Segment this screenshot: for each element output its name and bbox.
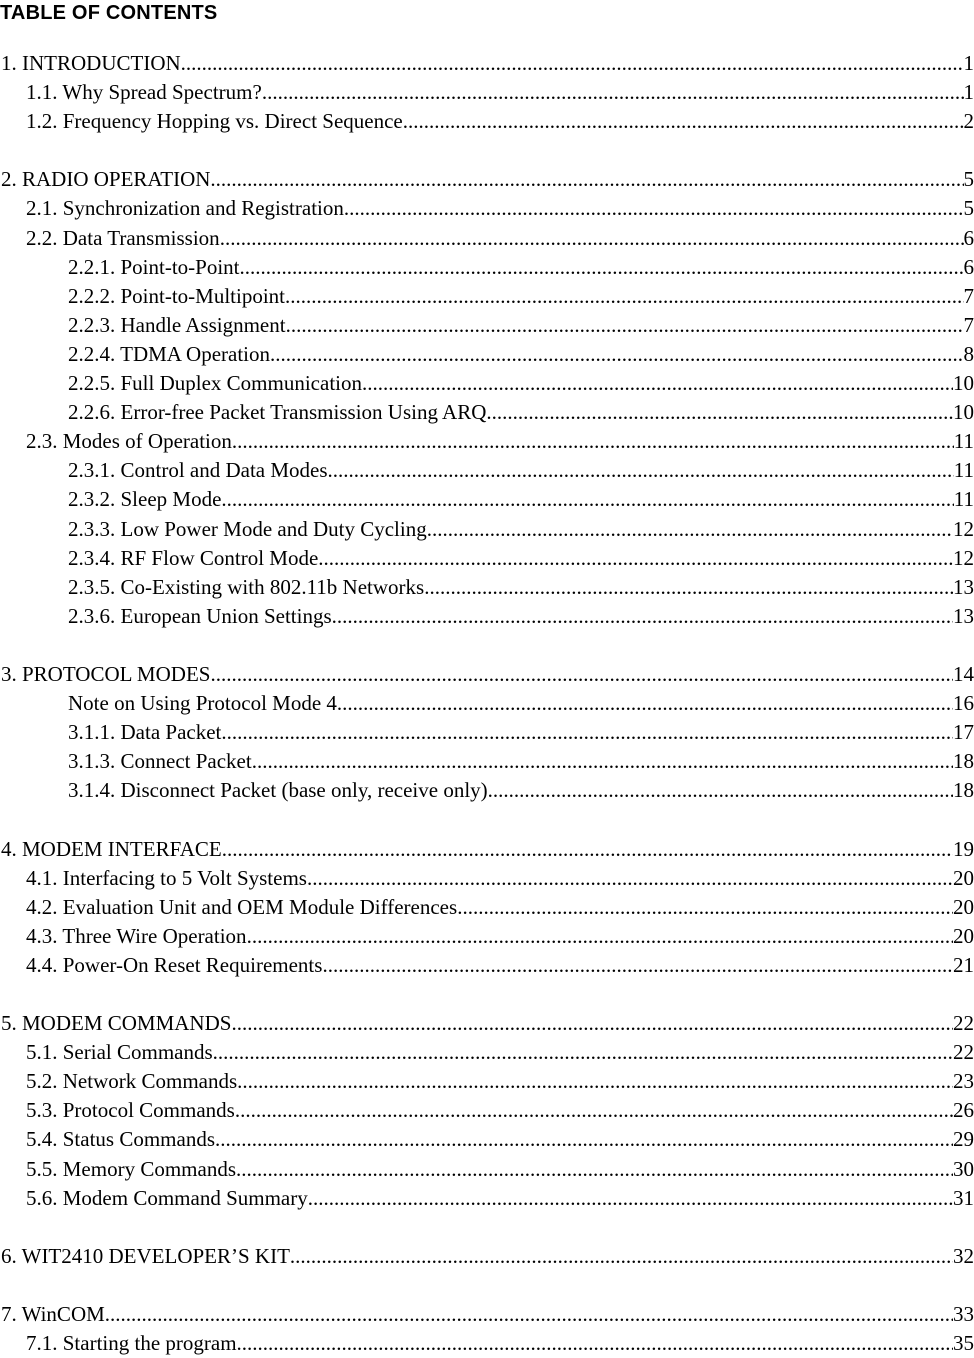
page-title: TABLE OF CONTENTS [0,0,217,26]
toc-entry[interactable] [0,1155,974,1184]
toc-entry[interactable] [0,107,974,136]
toc-entry[interactable] [0,1242,974,1271]
toc-entry-label: 2.1. Synchronization and Registration [26,194,344,223]
toc-entry[interactable] [0,1300,974,1329]
toc-entry-label: 2.3.1. Control and Data Modes [68,456,328,485]
toc-dot-leader [181,49,964,78]
toc-entry-page-number: 10 [953,398,974,427]
toc-entry-label: 2.2.1. Point-to-Point [68,253,240,282]
toc-entry-page-number: 18 [953,747,974,776]
toc-entry[interactable] [0,253,974,282]
toc-entry[interactable] [0,165,974,194]
toc-entry[interactable] [0,485,974,514]
toc-entry-label: 2.3.6. European Union Settings [68,602,332,631]
toc-entry-page-number: 32 [953,1242,974,1271]
toc-entry-page-number: 11 [954,485,974,514]
toc-entry-label: 2.2. Data Transmission [26,224,220,253]
toc-entry[interactable] [0,78,974,107]
toc-entry[interactable] [0,689,974,718]
toc-entry-page-number: 11 [954,427,974,456]
toc-dot-leader [328,456,954,485]
toc-dot-leader [262,78,964,107]
toc-entry-page-number: 7 [964,311,974,340]
toc-entry-label: 5.2. Network Commands [26,1067,237,1096]
toc-dot-leader [307,864,953,893]
toc-spacer [0,1213,974,1242]
toc-entry-label: 7. WinCOM [1,1300,105,1329]
toc-dot-leader [344,194,964,223]
toc-entry[interactable] [0,427,974,456]
toc-entry-label: 2.2.3. Handle Assignment [68,311,286,340]
toc-entry-label: 3.1.1. Data Packet [68,718,221,747]
toc-entry-page-number: 13 [953,602,974,631]
toc-entry-page-number: 5 [964,165,974,194]
toc-entry-page-number: 23 [953,1067,974,1096]
toc-entry-page-number: 31 [953,1184,974,1213]
toc-entry-page-number: 7 [964,282,974,311]
toc-dot-leader [252,747,953,776]
toc-entry[interactable] [0,864,974,893]
toc-entry[interactable] [0,1038,974,1067]
toc-entry-page-number: 6 [964,253,974,282]
toc-entry-page-number: 8 [964,340,974,369]
toc-entry[interactable] [0,544,974,573]
toc-entry[interactable] [0,1329,974,1358]
toc-dot-leader [240,253,964,282]
toc-entry-label: 2.3. Modes of Operation [26,427,232,456]
toc-dot-leader [222,835,953,864]
toc-entry-label: 4.3. Three Wire Operation [26,922,247,951]
toc-entry[interactable] [0,311,974,340]
toc-entry-label: 5.1. Serial Commands [26,1038,213,1067]
toc-entry-page-number: 12 [953,515,974,544]
toc-dot-leader [286,311,964,340]
toc-entry-page-number: 33 [953,1300,974,1329]
toc-spacer [0,1271,974,1300]
toc-entry-label: 2.2.4. TDMA Operation [68,340,270,369]
toc-entry-label: 2.2.5. Full Duplex Communication [68,369,362,398]
toc-entry-page-number: 20 [953,922,974,951]
toc-dot-leader [486,398,953,427]
toc-dot-leader [213,1038,953,1067]
toc-dot-leader [322,951,953,980]
toc-entry[interactable] [0,951,974,980]
toc-entry-page-number: 12 [953,544,974,573]
toc-entry-label: 2.3.3. Low Power Mode and Duty Cycling [68,515,427,544]
toc-dot-leader [210,660,953,689]
toc-entry-page-number: 19 [953,835,974,864]
toc-dot-leader [231,1009,953,1038]
toc-spacer [0,980,974,1009]
toc-dot-leader [221,485,953,514]
toc-entry-label: 1.2. Frequency Hopping vs. Direct Sequence [26,107,403,136]
toc-entry-label: 3. PROTOCOL MODES [1,660,210,689]
toc-entry[interactable] [0,660,974,689]
toc-spacer [0,136,974,165]
toc-dot-leader [105,1300,953,1329]
toc-entry-label: 5.5. Memory Commands [26,1155,236,1184]
toc-dot-leader [270,340,963,369]
toc-entry-label: 5.6. Modem Command Summary [26,1184,308,1213]
toc-entry-label: 3.1.3. Connect Packet [68,747,252,776]
toc-entry-label: 2. RADIO OPERATION [1,165,210,194]
toc-dot-leader [235,1096,953,1125]
toc-entry-page-number: 14 [953,660,974,689]
toc-entry[interactable] [0,456,974,485]
toc-dot-leader [220,224,964,253]
toc-dot-leader [236,1155,953,1184]
toc-entry-page-number: 2 [964,107,974,136]
toc-entry-page-number: 1 [964,49,974,78]
toc-entry-page-number: 35 [953,1329,974,1358]
toc-dot-leader [232,427,954,456]
toc-list [0,49,974,1358]
toc-entry-label: 4.4. Power-On Reset Requirements [26,951,322,980]
toc-entry-page-number: 29 [953,1125,974,1154]
toc-dot-leader [403,107,964,136]
toc-entry-label: 1.1. Why Spread Spectrum? [26,78,262,107]
toc-entry-page-number: 6 [964,224,974,253]
toc-entry-label: 7.1. Starting the program [26,1329,237,1358]
toc-entry[interactable] [0,1096,974,1125]
toc-dot-leader [215,1125,953,1154]
toc-entry-page-number: 22 [953,1009,974,1038]
toc-entry[interactable] [0,224,974,253]
toc-entry[interactable] [0,194,974,223]
toc-dot-leader [290,1242,953,1271]
toc-entry-label: 2.3.4. RF Flow Control Mode [68,544,318,573]
toc-dot-leader [488,776,953,805]
toc-entry-label: 4.2. Evaluation Unit and OEM Module Differences [26,893,457,922]
toc-dot-leader [362,369,953,398]
toc-entry[interactable] [0,398,974,427]
toc-entry-page-number: 5 [964,194,974,223]
toc-entry[interactable] [0,747,974,776]
toc-entry-page-number: 18 [953,776,974,805]
toc-entry[interactable] [0,1184,974,1213]
toc-entry-page-number: 21 [953,951,974,980]
toc-entry[interactable] [0,776,974,805]
toc-dot-leader [332,602,953,631]
toc-entry-page-number: 26 [953,1096,974,1125]
toc-entry[interactable] [0,835,974,864]
toc-dot-leader [424,573,953,602]
toc-dot-leader [210,165,963,194]
toc-entry-label: 1. INTRODUCTION [1,49,181,78]
toc-entry-page-number: 22 [953,1038,974,1067]
toc-entry-page-number: 20 [953,893,974,922]
toc-dot-leader [318,544,953,573]
toc-entry[interactable] [0,340,974,369]
toc-entry-page-number: 11 [954,456,974,485]
toc-entry-page-number: 1 [964,78,974,107]
toc-dot-leader [247,922,953,951]
toc-dot-leader [285,282,963,311]
toc-entry[interactable] [0,718,974,747]
toc-entry-label: 5. MODEM COMMANDS [1,1009,231,1038]
toc-entry-label: 4.1. Interfacing to 5 Volt Systems [26,864,307,893]
toc-dot-leader [237,1329,953,1358]
toc-dot-leader [308,1184,953,1213]
toc-spacer [0,631,974,660]
toc-entry[interactable] [0,922,974,951]
toc-entry[interactable] [0,1067,974,1096]
toc-dot-leader [457,893,953,922]
toc-entry[interactable] [0,602,974,631]
toc-entry[interactable] [0,369,974,398]
toc-entry-page-number: 30 [953,1155,974,1184]
toc-entry-page-number: 16 [953,689,974,718]
toc-dot-leader [237,1067,953,1096]
toc-entry-label: 2.2.2. Point-to-Multipoint [68,282,285,311]
toc-entry[interactable] [0,49,974,78]
toc-entry-page-number: 20 [953,864,974,893]
toc-entry-label: 6. WIT2410 DEVELOPER’S KIT [1,1242,290,1271]
toc-entry[interactable] [0,893,974,922]
toc-spacer [0,805,974,834]
toc-dot-leader [221,718,953,747]
toc-entry[interactable] [0,515,974,544]
toc-entry-label: 3.1.4. Disconnect Packet (base only, receive only) [68,776,488,805]
toc-entry-page-number: 17 [953,718,974,747]
toc-entry-label: 2.3.2. Sleep Mode [68,485,221,514]
toc-entry[interactable] [0,1125,974,1154]
toc-dot-leader [337,689,953,718]
toc-entry-label: 2.3.5. Co-Existing with 802.11b Networks [68,573,424,602]
toc-entry-page-number: 10 [953,369,974,398]
toc-entry-page-number: 13 [953,573,974,602]
toc-entry-label: Note on Using Protocol Mode 4 [68,689,337,718]
toc-dot-leader [427,515,953,544]
toc-entry-label: 5.4. Status Commands [26,1125,215,1154]
toc-entry-label: 5.3. Protocol Commands [26,1096,235,1125]
toc-entry[interactable] [0,1009,974,1038]
toc-entry-label: 4. MODEM INTERFACE [1,835,222,864]
toc-entry-label: 2.2.6. Error-free Packet Transmission Using ARQ [68,398,486,427]
toc-entry[interactable] [0,573,974,602]
toc-entry[interactable] [0,282,974,311]
